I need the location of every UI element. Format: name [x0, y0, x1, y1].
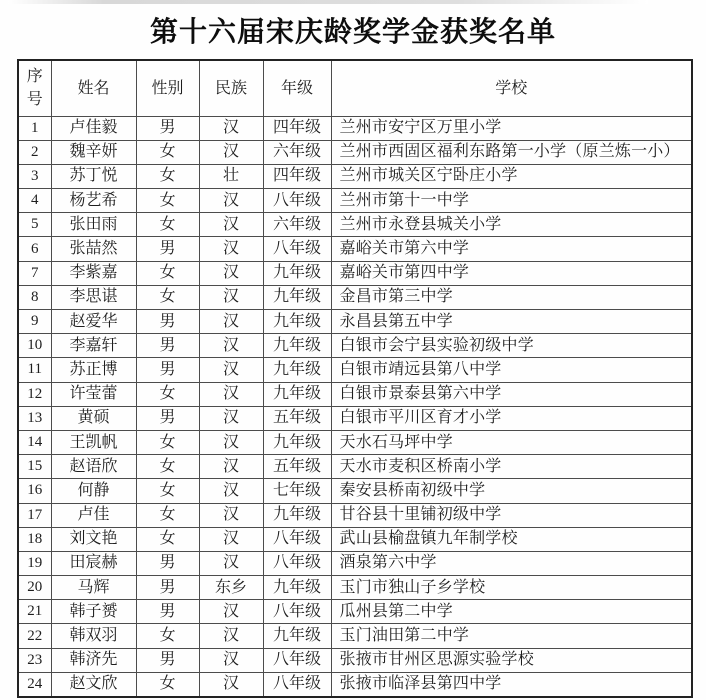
school-cell: 张掖市临泽县第四中学: [331, 672, 692, 696]
awardees-table: [17, 59, 693, 698]
grade-cell: 六年级: [263, 140, 331, 164]
no-cell: 19: [18, 551, 51, 575]
gender-cell: 女: [136, 672, 199, 696]
table-row: [18, 479, 692, 503]
table-row: [18, 576, 692, 600]
no-cell: 18: [18, 527, 51, 551]
school-cell: 兰州市西固区福利东路第一小学（原兰炼一小）: [331, 140, 692, 164]
grade-cell: 九年级: [263, 334, 331, 358]
name-cell: 苏丁悦: [51, 164, 136, 188]
no-cell: 16: [18, 479, 51, 503]
table-row: [18, 261, 692, 285]
gender-cell: 女: [136, 479, 199, 503]
table-row: [18, 624, 692, 648]
school-cell: 白银市靖远县第八中学: [331, 358, 692, 382]
no-cell: 13: [18, 406, 51, 430]
table-row: [18, 527, 692, 551]
ethnicity-cell: 汉: [199, 624, 263, 648]
table-row: [18, 358, 692, 382]
name-cell: 卢佳: [51, 503, 136, 527]
school-cell: 白银市会宁县实验初级中学: [331, 334, 692, 358]
ethnicity-cell: 汉: [199, 334, 263, 358]
school-cell: 永昌县第五中学: [331, 310, 692, 334]
gender-cell: 女: [136, 164, 199, 188]
grade-cell: 四年级: [263, 164, 331, 188]
school-cell: 秦安县桥南初级中学: [331, 479, 692, 503]
grade-cell: 八年级: [263, 672, 331, 696]
grade-cell: 九年级: [263, 261, 331, 285]
name-cell: 韩双羽: [51, 624, 136, 648]
table-row: [18, 189, 692, 213]
school-cell: 瓜州县第二中学: [331, 600, 692, 624]
no-cell: 5: [18, 213, 51, 237]
grade-cell: 七年级: [263, 479, 331, 503]
ethnicity-cell: 汉: [199, 237, 263, 261]
name-cell: 李紫嘉: [51, 261, 136, 285]
ethnicity-cell: 汉: [199, 406, 263, 430]
gender-cell: 男: [136, 648, 199, 672]
no-cell: 10: [18, 334, 51, 358]
gender-cell: 女: [136, 503, 199, 527]
name-cell: 韩济先: [51, 648, 136, 672]
grade-cell: 九年级: [263, 503, 331, 527]
school-cell: 嘉峪关市第四中学: [331, 261, 692, 285]
table-row: [18, 648, 692, 672]
no-cell: 21: [18, 600, 51, 624]
grade-cell: 九年级: [263, 576, 331, 600]
grade-cell: 九年级: [263, 358, 331, 382]
no-cell: 11: [18, 358, 51, 382]
gender-cell: 女: [136, 285, 199, 309]
table-row: [18, 406, 692, 430]
school-cell: 玉门市独山子乡学校: [331, 576, 692, 600]
grade-cell: 九年级: [263, 430, 331, 454]
school-cell: 张掖市甘州区思源实验学校: [331, 648, 692, 672]
no-cell: 6: [18, 237, 51, 261]
name-cell: 刘文艳: [51, 527, 136, 551]
column-header-name: 姓名: [51, 60, 136, 116]
gender-cell: 男: [136, 406, 199, 430]
ethnicity-cell: 汉: [199, 648, 263, 672]
name-cell: 许莹蕾: [51, 382, 136, 406]
no-cell: 2: [18, 140, 51, 164]
ethnicity-cell: 汉: [199, 430, 263, 454]
table-header: [18, 60, 692, 116]
school-cell: 天水石马坪中学: [331, 430, 692, 454]
ethnicity-cell: 汉: [199, 551, 263, 575]
name-cell: 王凯帆: [51, 430, 136, 454]
school-cell: 甘谷县十里铺初级中学: [331, 503, 692, 527]
grade-cell: 八年级: [263, 600, 331, 624]
ethnicity-cell: 汉: [199, 455, 263, 479]
ethnicity-cell: 汉: [199, 116, 263, 140]
school-cell: 兰州市永登县城关小学: [331, 213, 692, 237]
gender-cell: 女: [136, 624, 199, 648]
grade-cell: 八年级: [263, 189, 331, 213]
ethnicity-cell: 东乡: [199, 576, 263, 600]
school-cell: 白银市景泰县第六中学: [331, 382, 692, 406]
table-row: [18, 116, 692, 140]
school-cell: 金昌市第三中学: [331, 285, 692, 309]
name-cell: 赵语欣: [51, 455, 136, 479]
gender-cell: 女: [136, 527, 199, 551]
gender-cell: 男: [136, 334, 199, 358]
gender-cell: 男: [136, 116, 199, 140]
ethnicity-cell: 汉: [199, 213, 263, 237]
ethnicity-cell: 汉: [199, 358, 263, 382]
grade-cell: 五年级: [263, 455, 331, 479]
gender-cell: 男: [136, 237, 199, 261]
gender-cell: 女: [136, 382, 199, 406]
gender-cell: 女: [136, 140, 199, 164]
grade-cell: 九年级: [263, 285, 331, 309]
no-cell: 7: [18, 261, 51, 285]
gender-cell: 男: [136, 600, 199, 624]
school-cell: 武山县榆盘镇九年制学校: [331, 527, 692, 551]
grade-cell: 九年级: [263, 310, 331, 334]
grade-cell: 八年级: [263, 527, 331, 551]
table-row: [18, 551, 692, 575]
ethnicity-cell: 汉: [199, 503, 263, 527]
grade-cell: 八年级: [263, 648, 331, 672]
ethnicity-cell: 汉: [199, 310, 263, 334]
header-row: [18, 60, 692, 116]
school-cell: 嘉峪关市第六中学: [331, 237, 692, 261]
table-body: [18, 116, 692, 697]
table-row: [18, 164, 692, 188]
school-cell: 玉门油田第二中学: [331, 624, 692, 648]
grade-cell: 八年级: [263, 237, 331, 261]
no-cell: 24: [18, 672, 51, 696]
name-cell: 马辉: [51, 576, 136, 600]
table-row: [18, 430, 692, 454]
table-row: [18, 310, 692, 334]
school-cell: 兰州市安宁区万里小学: [331, 116, 692, 140]
grade-cell: 五年级: [263, 406, 331, 430]
name-cell: 李思谌: [51, 285, 136, 309]
column-header-ethnicity: 民族: [199, 60, 263, 116]
gender-cell: 男: [136, 551, 199, 575]
name-cell: 苏正博: [51, 358, 136, 382]
grade-cell: 九年级: [263, 382, 331, 406]
table-row: [18, 600, 692, 624]
no-cell: 9: [18, 310, 51, 334]
scan-edge-artifact: [8, 0, 648, 4]
gender-cell: 女: [136, 189, 199, 213]
no-cell: 20: [18, 576, 51, 600]
no-cell: 17: [18, 503, 51, 527]
name-cell: 张田雨: [51, 213, 136, 237]
gender-cell: 女: [136, 430, 199, 454]
name-cell: 黄硕: [51, 406, 136, 430]
name-cell: 卢佳毅: [51, 116, 136, 140]
name-cell: 赵爱华: [51, 310, 136, 334]
table-row: [18, 213, 692, 237]
ethnicity-cell: 汉: [199, 479, 263, 503]
name-cell: 李嘉轩: [51, 334, 136, 358]
table-row: [18, 285, 692, 309]
name-cell: 韩子赟: [51, 600, 136, 624]
name-cell: 赵文欣: [51, 672, 136, 696]
grade-cell: 六年级: [263, 213, 331, 237]
column-header-gender: 性别: [136, 60, 199, 116]
page-title: 第十六届宋庆龄奖学金获奖名单: [149, 17, 556, 48]
ethnicity-cell: 汉: [199, 285, 263, 309]
ethnicity-cell: 汉: [199, 527, 263, 551]
name-cell: 何静: [51, 479, 136, 503]
no-cell: 8: [18, 285, 51, 309]
no-cell: 15: [18, 455, 51, 479]
ethnicity-cell: 汉: [199, 261, 263, 285]
grade-cell: 九年级: [263, 624, 331, 648]
name-cell: 田宸赫: [51, 551, 136, 575]
table-row: [18, 455, 692, 479]
ethnicity-cell: 汉: [199, 600, 263, 624]
gender-cell: 男: [136, 358, 199, 382]
no-cell: 23: [18, 648, 51, 672]
ethnicity-cell: 壮: [199, 164, 263, 188]
no-cell: 14: [18, 430, 51, 454]
school-cell: 天水市麦积区桥南小学: [331, 455, 692, 479]
gender-cell: 女: [136, 213, 199, 237]
table-row: [18, 503, 692, 527]
ethnicity-cell: 汉: [199, 382, 263, 406]
no-cell: 4: [18, 189, 51, 213]
table-row: [18, 140, 692, 164]
table-row: [18, 237, 692, 261]
school-cell: 兰州市城关区宁卧庄小学: [331, 164, 692, 188]
table-row: [18, 382, 692, 406]
name-cell: 张喆然: [51, 237, 136, 261]
ethnicity-cell: 汉: [199, 189, 263, 213]
gender-cell: 女: [136, 455, 199, 479]
no-cell: 1: [18, 116, 51, 140]
no-cell: 12: [18, 382, 51, 406]
column-header-school: 学校: [331, 60, 692, 116]
no-cell: 22: [18, 624, 51, 648]
school-cell: 白银市平川区育才小学: [331, 406, 692, 430]
gender-cell: 女: [136, 261, 199, 285]
table-row: [18, 672, 692, 696]
name-cell: 魏辛妍: [51, 140, 136, 164]
ethnicity-cell: 汉: [199, 140, 263, 164]
column-header-grade: 年级: [263, 60, 331, 116]
name-cell: 杨艺希: [51, 189, 136, 213]
grade-cell: 八年级: [263, 551, 331, 575]
school-cell: 兰州市第十一中学: [331, 189, 692, 213]
gender-cell: 男: [136, 576, 199, 600]
column-header-no: 序号: [18, 60, 51, 116]
no-cell: 3: [18, 164, 51, 188]
ethnicity-cell: 汉: [199, 672, 263, 696]
gender-cell: 男: [136, 310, 199, 334]
table-row: [18, 334, 692, 358]
school-cell: 酒泉第六中学: [331, 551, 692, 575]
grade-cell: 四年级: [263, 116, 331, 140]
